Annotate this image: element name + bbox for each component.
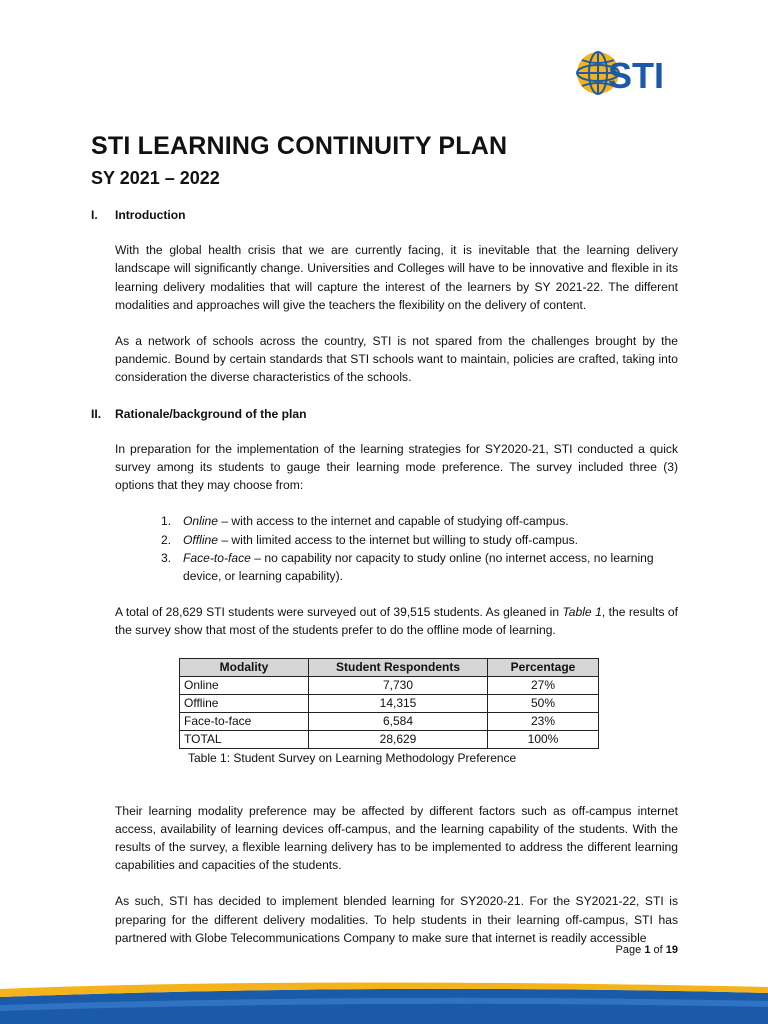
table-reference: Table 1	[562, 605, 602, 620]
column-header: Student Respondents	[309, 658, 488, 676]
section-heading-rationale	[91, 405, 678, 423]
table-header-row	[180, 658, 599, 676]
list-item: 1. Online – with access to the internet and capable of studying off-campus.	[161, 514, 569, 529]
rationale-paragraph-3: Their learning modality preference may be affected by different factors such as off-campus internet access, availability of learning devices off-campus, and the learning capability of the students. With the results of the survey, a flexible learning delivery has to be implemented to address the different learning capabilities and capacities of the students.	[115, 803, 678, 873]
table-cell: Face-to-face	[180, 712, 309, 730]
table-row	[180, 676, 599, 694]
intro-paragraph-2: As a network of schools across the country, STI is not spared from the challenges brought by the pandemic. Bound by certain standards that STI schools want to maintain, policies are crafted, taking into consideration the diverse characteristics of the schools.	[115, 334, 678, 385]
list-item: 2. Offline – with limited access to the internet but willing to study off-campus.	[161, 532, 579, 547]
section-title: Rationale/background of the plan	[115, 406, 307, 421]
table-row	[180, 712, 599, 730]
list-item: 3. Face-to-face – no capability nor capacity to study online (no internet access, no learning device, or learning capability).	[161, 550, 654, 584]
section-number: I.	[91, 208, 98, 222]
intro-paragraph-1: With the global health crisis that we are currently facing, it is inevitable that the learning delivery landscape will significantly change. Universities and Colleges will have to be innovative and flexible in its learning delivery modalities that will capture the interest of the learners by SY 2021-22. The different modalities and approaches will give the teachers the flexibility on the delivery of content.	[115, 243, 678, 312]
section-number: II.	[91, 406, 102, 421]
survey-results-table	[179, 658, 599, 749]
document-title: STI LEARNING CONTINUITY PLAN	[91, 132, 508, 160]
table-cell: TOTAL	[180, 730, 309, 748]
table-cell: 23%	[488, 712, 599, 730]
table-cell: 28,629	[309, 730, 488, 748]
table-cell: 7,730	[309, 676, 488, 694]
rationale-paragraph-4: As such, STI has decided to implement blended learning for SY2020-21. For the SY2021-22, STI is preparing for the different delivery modalities. To help students in their learning off-campus, STI has partnered with Globe Telecommunications Company to make sure that internet is readily accessible	[115, 894, 678, 945]
document-subtitle: SY 2021 – 2022	[91, 168, 220, 188]
page-number: Page 1 of 19	[615, 944, 678, 956]
table-cell: 100%	[488, 730, 599, 748]
svg-text:STI: STI	[608, 55, 665, 96]
document-body	[91, 206, 678, 947]
rationale-paragraph-2: A total of 28,629 STI students were surveyed out of 39,515 students. As gleaned in Table 1, the results of the survey show that most of the students prefer to do the offline mode of learning.	[115, 605, 679, 638]
table-cell: Online	[180, 676, 309, 694]
footer-decorative-band	[0, 975, 768, 1024]
column-header: Percentage	[488, 658, 599, 676]
sti-logo-icon	[574, 48, 682, 98]
section-title: Introduction	[115, 208, 186, 222]
table-caption: Table 1: Student Survey on Learning Methodology Preference	[188, 750, 517, 765]
table-row	[180, 730, 599, 748]
table-cell: 50%	[488, 694, 599, 712]
column-header: Modality	[180, 658, 309, 676]
sti-logo	[574, 48, 682, 98]
table-cell: 6,584	[309, 712, 488, 730]
table-cell: 27%	[488, 676, 599, 694]
table-cell: Offline	[180, 694, 309, 712]
survey-options-list	[91, 512, 678, 585]
table-cell: 14,315	[309, 694, 488, 712]
section-heading-introduction	[91, 206, 678, 224]
table-row	[180, 694, 599, 712]
rationale-paragraph-1: In preparation for the implementation of the learning strategies for SY2020-21, STI conducted a quick survey among its students to gauge their learning mode preference. The survey included three (3) options that they may choose from:	[115, 441, 678, 493]
